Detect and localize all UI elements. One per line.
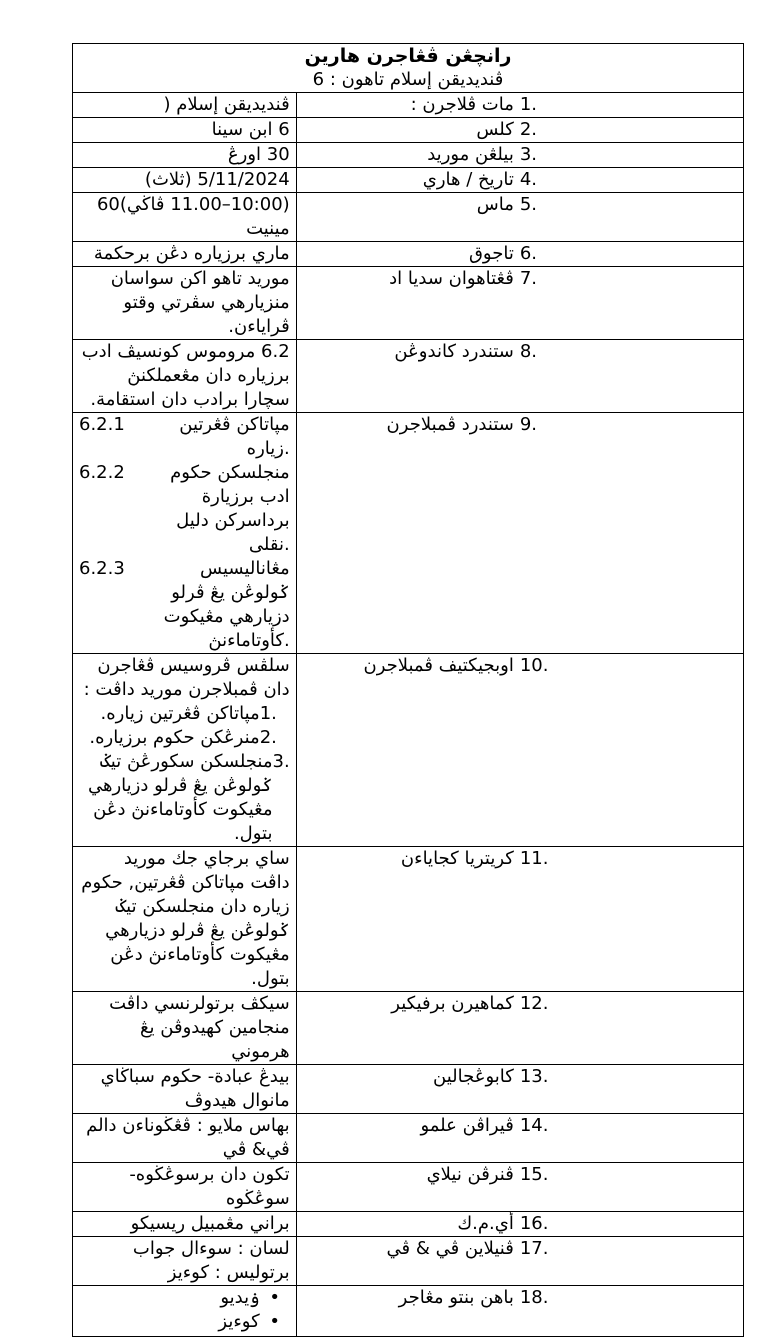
row-number: 16. bbox=[520, 1212, 744, 1237]
table-row bbox=[73, 93, 744, 118]
row-number: 6. bbox=[520, 242, 744, 267]
document-subtitle: ڤنديديقن إسلام تاهون : 6 bbox=[312, 69, 504, 90]
objectives-cell bbox=[73, 654, 297, 847]
bullet-icon: • bbox=[269, 1287, 280, 1308]
row-number: 3. bbox=[520, 143, 744, 168]
list-item bbox=[79, 1286, 290, 1310]
row-value: 30 اورڠ bbox=[73, 143, 297, 168]
table-row bbox=[73, 654, 744, 847]
row-number: 11. bbox=[520, 847, 744, 992]
list-item bbox=[79, 413, 290, 461]
table-row bbox=[73, 992, 744, 1065]
row-label: بيلڠن موريد bbox=[296, 143, 520, 168]
table-row bbox=[73, 413, 744, 654]
list-item bbox=[79, 461, 290, 557]
row-number: 17. bbox=[520, 1237, 744, 1286]
row-label: كلس bbox=[296, 118, 520, 143]
row-number: 4. bbox=[520, 168, 744, 193]
row-value: (10:00–11.00 ڤاڬي)60 مينيت bbox=[73, 193, 297, 242]
row-number: 9. bbox=[520, 413, 744, 654]
table-row bbox=[73, 168, 744, 193]
row-label: ڤنيلاين ڤي & ڤي bbox=[296, 1237, 520, 1286]
table-row bbox=[73, 1065, 744, 1114]
table-row bbox=[73, 143, 744, 168]
row-number: 8. bbox=[520, 340, 744, 413]
standard-text: مڽاتاكن ڤڠرتين زياره. bbox=[179, 414, 290, 459]
objective-text: مڽاتاكن ڤڠرتين زياره. bbox=[100, 703, 260, 724]
standard-text: منجلسكن حكوم ادب برزيارة برداسركن دليل نقلى. bbox=[170, 462, 290, 555]
table-row bbox=[73, 118, 744, 143]
table-row bbox=[73, 242, 744, 267]
lesson-plan-document bbox=[72, 43, 744, 1337]
row-label: مات ڤلاجرن : bbox=[296, 93, 520, 118]
row-number: 15. bbox=[520, 1163, 744, 1212]
row-label: ڤنرڤن نيلاي bbox=[296, 1163, 520, 1212]
list-item bbox=[79, 557, 290, 653]
assessment-line: لسان : سوءال جواب bbox=[132, 1238, 290, 1259]
row-label: كابوڠجالين bbox=[296, 1065, 520, 1114]
standard-code: 6.2.2 bbox=[79, 462, 125, 483]
row-label: كريتريا كجاياءن bbox=[296, 847, 520, 992]
table-row bbox=[73, 1212, 744, 1237]
list-item bbox=[79, 1310, 290, 1334]
row-value: بهاس ملايو : ڤڠڬوناءن دالم ڤي& ڤي bbox=[73, 1114, 297, 1163]
row-number: 18. bbox=[520, 1286, 744, 1337]
table-row bbox=[73, 1114, 744, 1163]
row-number: 14. bbox=[520, 1114, 744, 1163]
table-row bbox=[73, 267, 744, 340]
row-label: كماهيرن برفيكير bbox=[296, 992, 520, 1065]
lesson-plan-table bbox=[72, 43, 744, 1337]
document-title: رانچڠن ڤڠاجرن هارين bbox=[304, 45, 512, 67]
list-item bbox=[79, 702, 290, 726]
row-number: 2. bbox=[520, 118, 744, 143]
teaching-aids-cell bbox=[73, 1286, 297, 1337]
objective-number: 2. bbox=[259, 727, 277, 748]
row-value: ڤنديديقن إسلام ( bbox=[73, 93, 297, 118]
teaching-aid-text: كوءيز bbox=[218, 1311, 260, 1332]
standard-code: 6.2.3 bbox=[79, 558, 125, 579]
row-number: 5. bbox=[520, 193, 744, 242]
teaching-aid-text: ۏيديو bbox=[220, 1287, 260, 1308]
assessment-line: برتوليس : كوءيز bbox=[167, 1262, 290, 1283]
row-label: تاجوق bbox=[296, 242, 520, 267]
table-row bbox=[73, 193, 744, 242]
row-label: ڤڠتاهوان سديا اد bbox=[296, 267, 520, 340]
row-label: اوبجيكتيف ڤمبلاجرن bbox=[296, 654, 520, 847]
row-value: سيكڤ برتولرنسي داڤت منجامين كهيدوڤن يڠ هرموني bbox=[73, 992, 297, 1065]
table-row bbox=[73, 340, 744, 413]
row-value: ماري برزياره دڠن برحكمة bbox=[73, 242, 297, 267]
assessment-cell bbox=[73, 1237, 297, 1286]
row-number: 7. bbox=[520, 267, 744, 340]
table-row bbox=[73, 1237, 744, 1286]
table-row bbox=[73, 1286, 744, 1337]
row-label: ڤيراڤن علمو bbox=[296, 1114, 520, 1163]
objectives-intro: سلڤس ڤروسيس ڤڠاجرن دان ڤمبلاجرن موريد داڤت : bbox=[83, 655, 290, 700]
bullet-icon: • bbox=[269, 1311, 280, 1332]
row-label: ماس bbox=[296, 193, 520, 242]
table-row bbox=[73, 1163, 744, 1212]
row-value: 6.2 مروموس كونسيڤ ادب برزياره دان مڠعملكنڽ سچارا برادب دان استقامة. bbox=[73, 340, 297, 413]
row-label: أي.م.ك bbox=[296, 1212, 520, 1237]
table-row bbox=[73, 847, 744, 992]
row-value: موريد تاهو اكن سواسان منزيارهي سڤرتي وقتو ڤراياءن. bbox=[73, 267, 297, 340]
row-value: براني مڠمبيل ريسيكو bbox=[73, 1212, 297, 1237]
list-item bbox=[79, 726, 290, 750]
objective-text: منرڠكن حكوم برزياره. bbox=[89, 727, 260, 748]
row-value: ساي برجاي جك موريد داڤت مڽاتاكن ڤڠرتين, حكوم زياره دان منجلسكن تيݢ ݢولوڠن يڠ ڤرلو دزيارهي مڠيكوت كأوتاماءنڽ دڠن بتول. bbox=[73, 847, 297, 992]
row-label: باهن بنتو مڠاجر bbox=[296, 1286, 520, 1337]
row-value: بيدڠ عبادة- حكوم سباڬاي مانوال هيدوڤ bbox=[73, 1065, 297, 1114]
row-number: 1. bbox=[520, 93, 744, 118]
standard-code: 6.2.1 bbox=[79, 414, 125, 435]
objective-number: 3. bbox=[272, 751, 290, 772]
row-number: 12. bbox=[520, 992, 744, 1065]
objective-text: منجلسكن سكورڠڽ تيݢ ݢولوڠن يڠ ڤرلو دزيارهي مڠيكوت كأوتاماءنڽ دڠن بتول. bbox=[87, 751, 273, 844]
row-value: تكون دان برسوڠڬوه-سوڠڬوه bbox=[73, 1163, 297, 1212]
row-label: ستندرد ڤمبلاجرن bbox=[296, 413, 520, 654]
standard-text: مڠاناليسيس ݢولوڠن يڠ ڤرلو دزيارهي مڠيكوت كأوتاماءنڽ. bbox=[163, 558, 290, 651]
row-number: 10. bbox=[520, 654, 744, 847]
row-value: 5/11/2024 (ثلاث) bbox=[73, 168, 297, 193]
row-value: 6 ابن سينا bbox=[73, 118, 297, 143]
row-number: 13. bbox=[520, 1065, 744, 1114]
learning-standards-cell bbox=[73, 413, 297, 654]
objective-number: 1. bbox=[259, 703, 277, 724]
table-header-row bbox=[73, 44, 744, 93]
list-item bbox=[79, 750, 290, 846]
row-label: تاريخ / هاري bbox=[296, 168, 520, 193]
row-label: ستندرد كاندوڠن bbox=[296, 340, 520, 413]
